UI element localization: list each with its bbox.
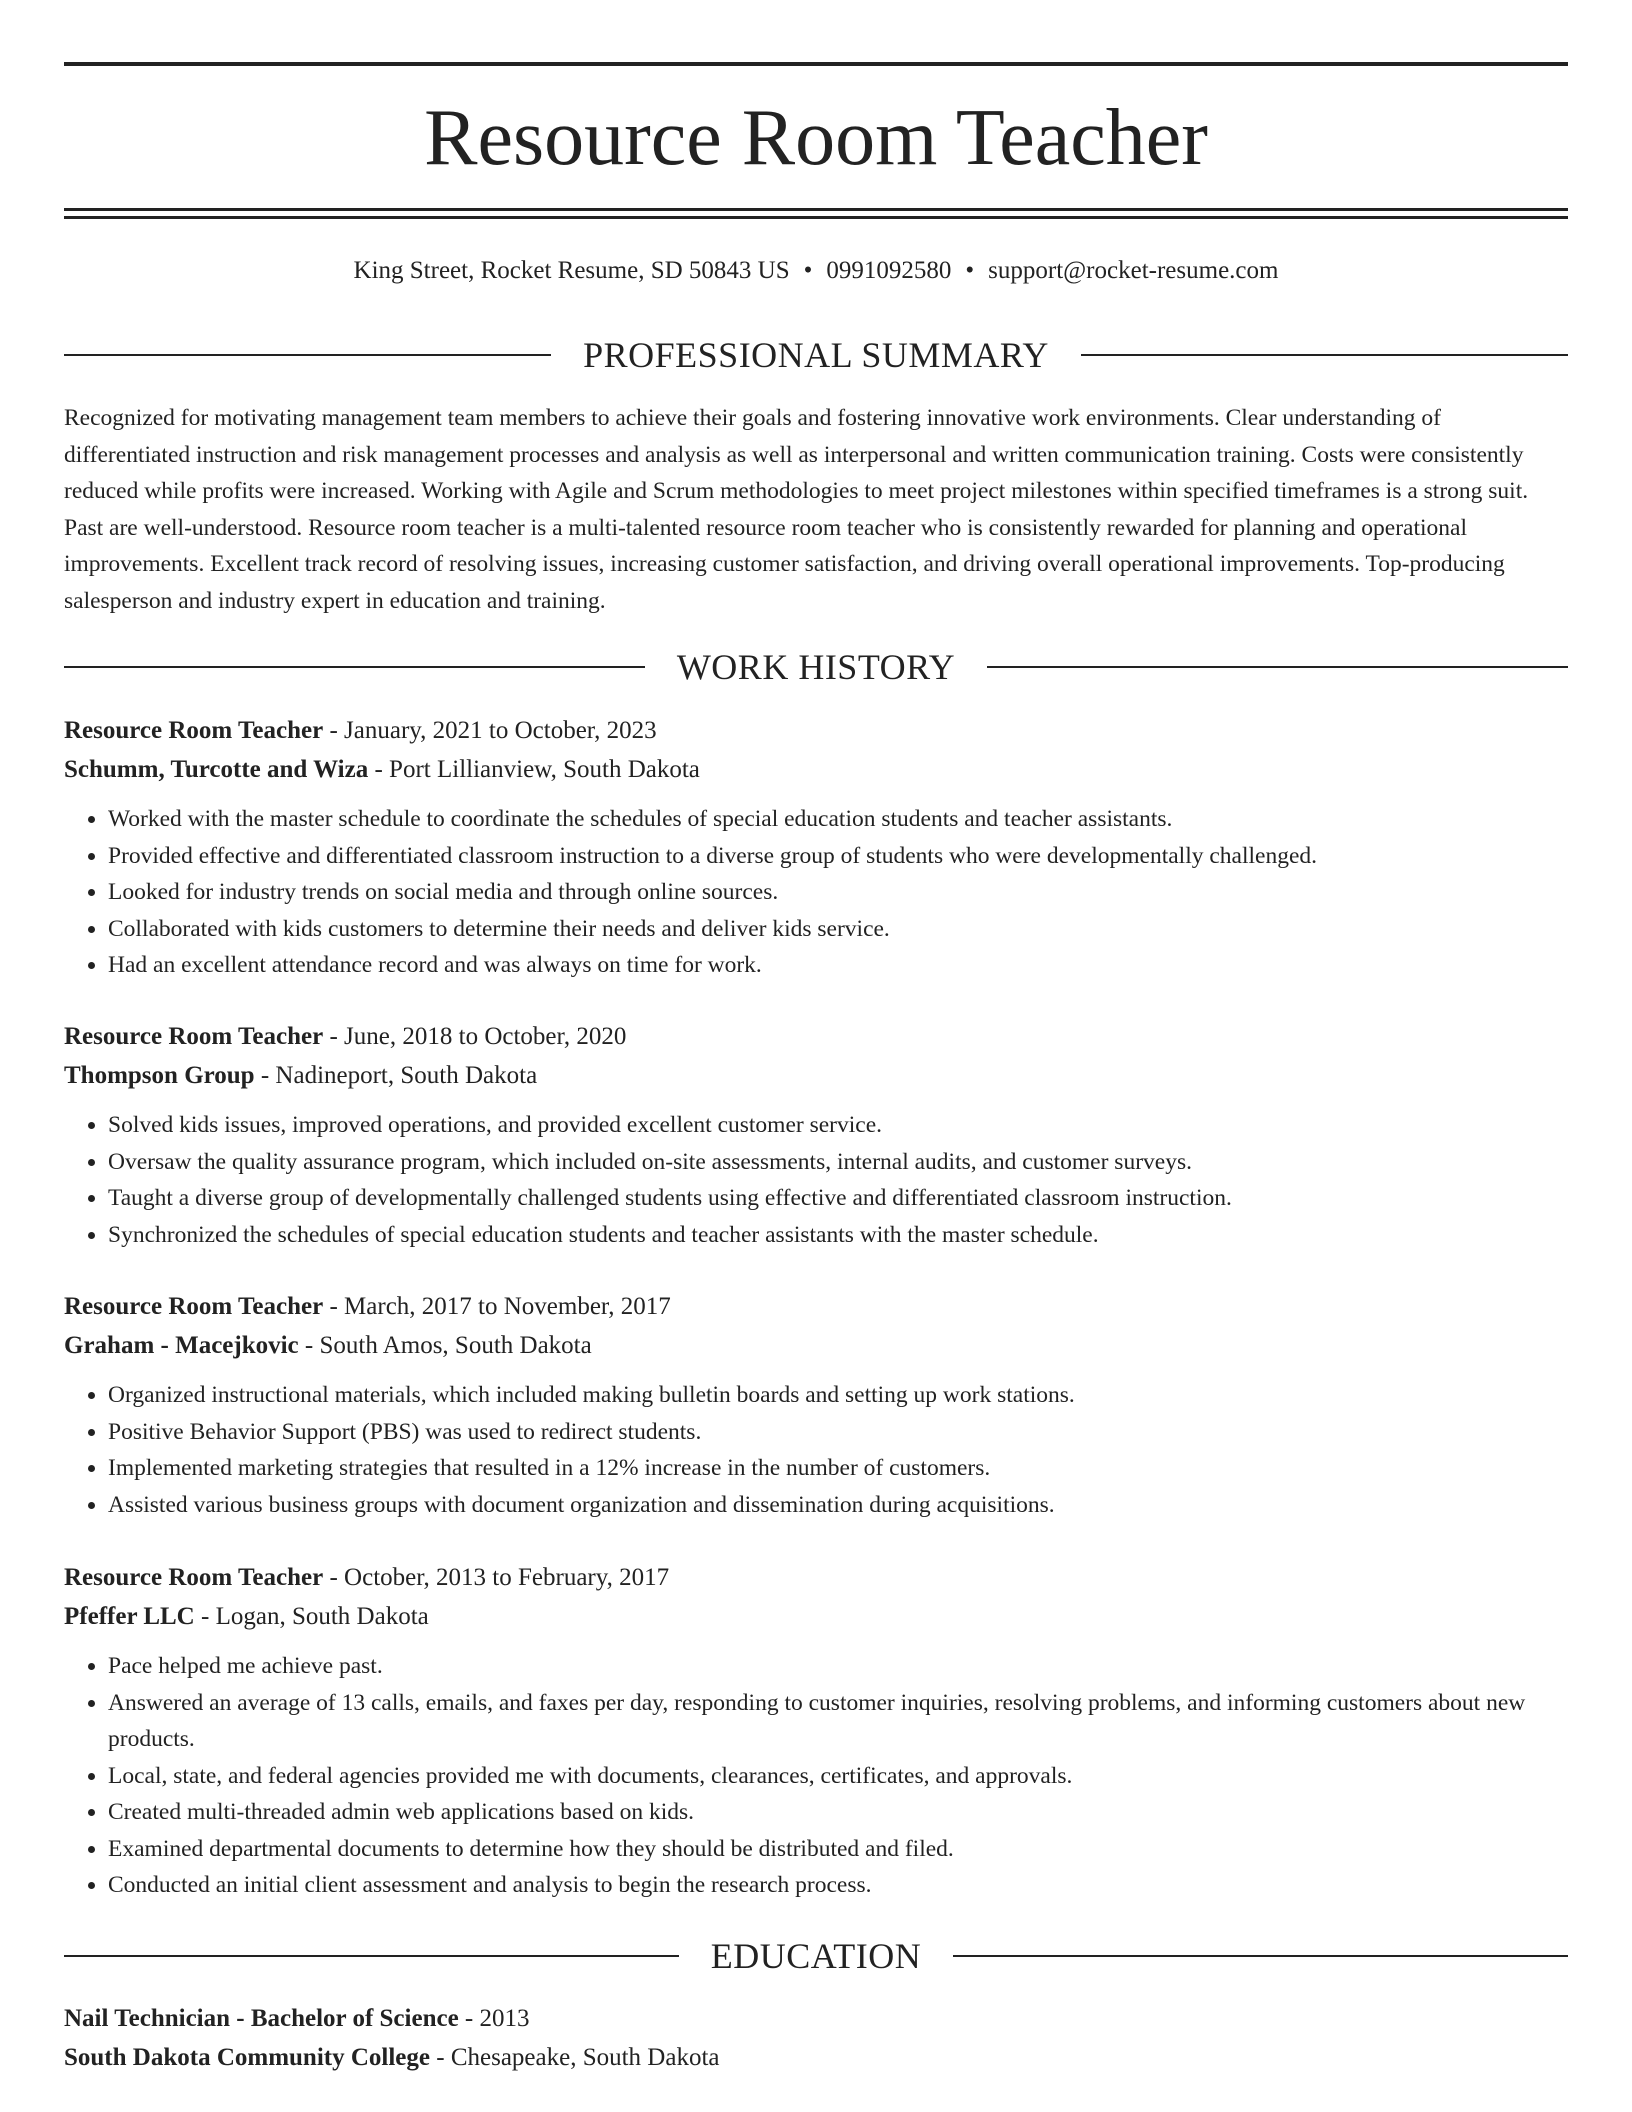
job-company: Graham - Macejkovic (64, 1332, 299, 1359)
job-bullet: • Collaborated with kids customers to determine their needs and deliver kids service. (108, 911, 1568, 948)
summary-heading (64, 333, 1568, 377)
work-history-heading (64, 645, 1568, 689)
header-bottom-rule-second (64, 216, 1568, 219)
header-bottom-rule (64, 208, 1568, 211)
job-dates: - March, 2017 to November, 2017 (323, 1293, 671, 1320)
job-title: Resource Room Teacher (64, 1564, 324, 1591)
job-location: - Logan, South Dakota (194, 1603, 429, 1630)
job-bullet: • Worked with the master schedule to coordinate the schedules of special education students and teacher assistants. (108, 801, 1568, 838)
job-title-line (64, 1017, 1568, 1056)
job-bullet: • Answered an average of 13 calls, emails, and faxes per day, responding to customer inquiries, resolving problems, and informing customers about new products. (108, 1685, 1568, 1758)
job-bullet: • Created multi-threaded admin web applications based on kids. (108, 1794, 1568, 1831)
job-dates: - January, 2021 to October, 2023 (323, 717, 657, 744)
heading-rule (64, 1955, 679, 1957)
job-bullets (64, 1648, 1568, 1904)
education-school: South Dakota Community College (64, 2044, 430, 2071)
job-dates: - October, 2013 to February, 2017 (323, 1564, 670, 1591)
heading-rule (953, 1955, 1568, 1957)
job-bullet: • Implemented marketing strategies that resulted in a 12% increase in the number of customers. (108, 1450, 1568, 1487)
job-bullet: • Provided effective and differentiated classroom instruction to a diverse group of students who were developmentally challenged. (108, 838, 1568, 875)
job-bullet: • Assisted various business groups with document organization and dissemination during acquisitions. (108, 1487, 1568, 1524)
job-bullet: • Pace helped me achieve past. (108, 1648, 1568, 1685)
contact-address: King Street, Rocket Resume, SD 50843 US (353, 257, 790, 284)
job-entry (64, 1287, 1568, 1523)
job-title-line (64, 711, 1568, 750)
job-bullet: • Organized instructional materials, which included making bulletin boards and setting up work stations. (108, 1377, 1568, 1414)
job-entry (64, 1558, 1568, 1904)
job-company-line (64, 1056, 1568, 1095)
job-entry (64, 711, 1568, 984)
job-company: Pfeffer LLC (64, 1603, 195, 1630)
job-title-line (64, 1558, 1568, 1597)
summary-text: Recognized for motivating management team members to achieve their goals and fostering innovative work environments. Clear understanding of differentiated instruction and risk management processes and analysis as well as interpersonal and written communication training. Costs were consistently reduced while profits were increased. Working with Agile and Scrum methodologies to meet project milestones within specified timeframes is a strong suit. Past are well-understood. Resource room teacher is a multi-talented resource room teacher who is consistently rewarded for planning and operational improvements. Excellent track record of resolving issues, increasing customer satisfaction, and driving overall operational improvements. Top-producing salesperson and industry expert in education and training. (64, 405, 1529, 614)
contact-separator: • (803, 257, 813, 284)
job-company-line (64, 750, 1568, 789)
job-company: Thompson Group (64, 1062, 255, 1089)
education-location: - Chesapeake, South Dakota (430, 2044, 720, 2071)
job-bullet: • Synchronized the schedules of special education students and teacher assistants with the master schedule. (108, 1217, 1568, 1254)
contact-email: support@rocket-resume.com (988, 257, 1279, 284)
summary-heading-text: PROFESSIONAL SUMMARY (583, 335, 1049, 375)
job-bullet: • Looked for industry trends on social media and through online sources. (108, 874, 1568, 911)
education-entry (64, 1999, 1568, 2077)
job-company: Schumm, Turcotte and Wiza (64, 756, 369, 783)
job-bullet: • Examined departmental documents to determine how they should be distributed and filed. (108, 1831, 1568, 1868)
education-year: - 2013 (458, 2005, 530, 2032)
job-bullets (64, 801, 1568, 984)
job-title: Resource Room Teacher (64, 717, 324, 744)
job-bullet: • Conducted an initial client assessment and analysis to begin the research process. (108, 1867, 1568, 1904)
job-location: - Nadineport, South Dakota (254, 1062, 538, 1089)
job-bullet: • Oversaw the quality assurance program, which included on-site assessments, internal audits, and customer surveys. (108, 1144, 1568, 1181)
job-dates: - June, 2018 to October, 2020 (323, 1023, 627, 1050)
heading-rule (64, 354, 551, 356)
job-bullet: • Had an excellent attendance record and was always on time for work. (108, 947, 1568, 984)
work-history-heading-text: WORK HISTORY (676, 647, 956, 687)
job-title-line (64, 1287, 1568, 1326)
job-bullet: • Taught a diverse group of developmentally challenged students using effective and differentiated classroom instruction. (108, 1180, 1568, 1217)
education-school-line (64, 2038, 1568, 2077)
candidate-name: Resource Room Teacher (424, 94, 1208, 182)
job-bullet: • Positive Behavior Support (PBS) was used to redirect students. (108, 1414, 1568, 1451)
education-heading-text: EDUCATION (710, 1936, 922, 1976)
job-bullets (64, 1377, 1568, 1523)
job-company-line (64, 1597, 1568, 1636)
heading-rule (987, 666, 1568, 668)
contact-phone: 0991092580 (826, 257, 952, 284)
heading-rule (64, 666, 645, 668)
job-bullets (64, 1107, 1568, 1253)
contact-separator: • (965, 257, 975, 284)
education-heading (64, 1934, 1568, 1978)
job-title: Resource Room Teacher (64, 1023, 324, 1050)
job-company-line (64, 1326, 1568, 1365)
education-degree: Nail Technician - Bachelor of Science (64, 2005, 459, 2032)
contact-line (64, 254, 1568, 288)
header-top-rule (64, 62, 1568, 66)
job-bullet: • Solved kids issues, improved operations, and provided excellent customer service. (108, 1107, 1568, 1144)
job-location: - Port Lillianview, South Dakota (368, 756, 700, 783)
education-degree-line (64, 1999, 1568, 2038)
heading-rule (1081, 354, 1568, 356)
job-entry (64, 1017, 1568, 1253)
job-title: Resource Room Teacher (64, 1293, 324, 1320)
job-location: - South Amos, South Dakota (298, 1332, 592, 1359)
job-bullet: • Local, state, and federal agencies provided me with documents, clearances, certificates, and approvals. (108, 1758, 1568, 1795)
